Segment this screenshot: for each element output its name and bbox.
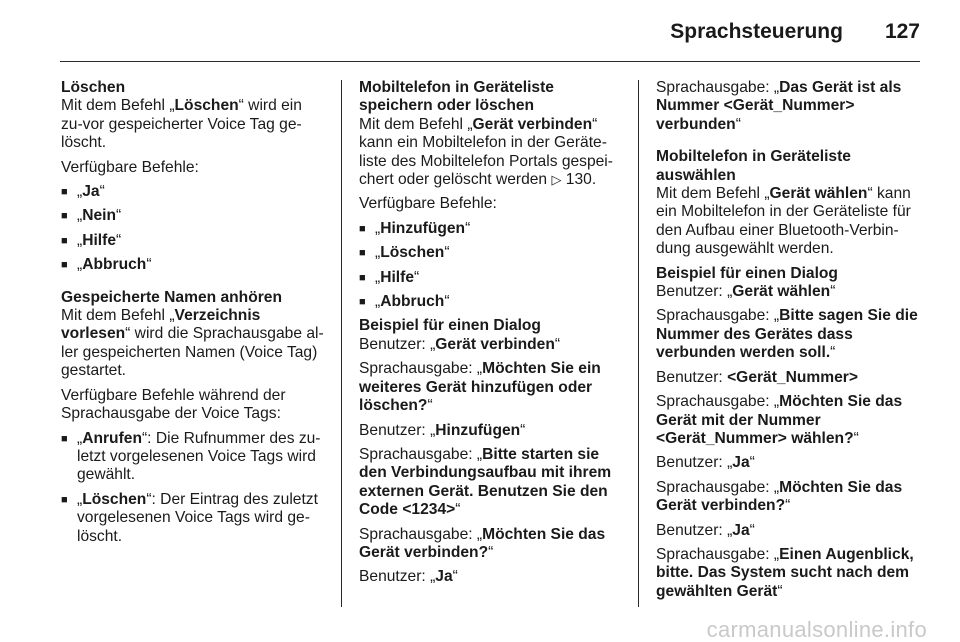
black-square-icon: ■	[61, 259, 68, 272]
list-item: ■ „Hilfe“	[359, 268, 420, 286]
page-number: 127	[884, 20, 920, 43]
black-square-icon: ■	[359, 222, 366, 235]
page-header	[670, 20, 920, 44]
list-item: ■ „Anrufen“: Die Rufnummer des zu-letzt vorgelesenen Voice Tags wird gewählt.	[61, 429, 321, 484]
black-square-icon: ■	[61, 186, 68, 199]
dialog-line: Sprachausgabe: „Möchten Sie das Gerät verbinden?“	[656, 478, 903, 515]
list-item: ■ „Hinzufügen“	[359, 219, 471, 237]
right-triangle-arrow-icon: ▷	[551, 172, 562, 188]
dialog-line: Sprachausgabe: „Möchten Sie ein weiteres Gerät hinzufügen oder löschen?“	[359, 360, 601, 415]
command-list	[61, 183, 327, 275]
column-3	[656, 79, 922, 607]
paragraph: Mit dem Befehl „Gerät verbinden“ kann ein Mobiltelefon in der Geräte-liste des Mobiltelefon Portals gespei-chert oder gelöscht werden ▷ 130.	[359, 115, 613, 189]
dialog-line: Benutzer: „Gerät wählen“	[656, 283, 836, 301]
page-title: Sprachsteuerung	[670, 20, 843, 43]
list-item: ■ „Abbruch“	[359, 293, 450, 311]
black-square-icon: ■	[61, 432, 68, 445]
paragraph: Mit dem Befehl „Gerät wählen“ kann ein Mobiltelefon in der Geräteliste für den Aufbau einer Bluetooth-Verbin-dung ausgewählt werden.	[656, 185, 911, 258]
dialog-line: Sprachausgabe: „Möchten Sie das Gerät mit der Nummer <Gerät_Nummer> wählen?“	[656, 393, 903, 447]
dialog-line: Benutzer: „Ja“	[656, 454, 755, 472]
list-item: ■ „Löschen“: Der Eintrag des zuletzt vorgelesenen Voice Tags wird ge-löscht.	[61, 490, 318, 545]
command-list	[359, 220, 623, 312]
dialog-line: Benutzer: „Ja“	[359, 568, 458, 586]
paragraph: Verfügbare Befehle:	[61, 158, 199, 176]
black-square-icon: ■	[359, 247, 366, 260]
column-divider-1	[341, 80, 342, 607]
list-item: ■ „Ja“	[61, 183, 105, 201]
paragraph: Verfügbare Befehle:	[359, 195, 497, 213]
paragraph: Mit dem Befehl „Verzeichnis vorlesen“ wird die Sprachausgabe al-ler gespeicherten Namen (Voice Tag) gestartet.	[61, 307, 324, 380]
column-1	[61, 79, 327, 552]
section-heading-speichern: Mobiltelefon in Geräteliste speichern oder löschen	[359, 79, 554, 115]
paragraph: Verfügbare Befehle während der Sprachausgabe der Voice Tags:	[61, 386, 286, 423]
dialog-line: Sprachausgabe: „Einen Augenblick, bitte. Das System sucht nach dem gewählten Gerät“	[656, 545, 914, 600]
column-2	[359, 79, 623, 593]
dialog-line: Sprachausgabe: „Das Gerät ist als Nummer <Gerät_Nummer> verbunden“	[656, 79, 902, 133]
command-list	[61, 430, 327, 546]
black-square-icon: ■	[359, 296, 366, 309]
list-item: ■ „Hilfe“	[61, 231, 122, 249]
black-square-icon: ■	[61, 210, 68, 223]
list-item: ■ „Nein“	[61, 207, 122, 225]
dialog-line: Benutzer: „Gerät verbinden“	[359, 335, 561, 353]
watermark: carmanualsonline.info	[706, 616, 927, 642]
section-heading-loeschen: Löschen	[61, 79, 126, 96]
section-heading-auswaehlen: Mobiltelefon in Geräteliste auswählen	[656, 148, 851, 184]
column-divider-2	[638, 80, 639, 607]
list-item: ■ „Löschen“	[359, 244, 450, 262]
dialog-line: Sprachausgabe: „Möchten Sie das Gerät verbinden?“	[359, 525, 606, 561]
black-square-icon: ■	[359, 271, 366, 284]
section-heading-namen: Gespeicherte Namen anhören	[61, 288, 282, 306]
dialog-line: Benutzer: „Hinzufügen“	[359, 421, 526, 439]
header-rule	[60, 61, 920, 62]
dialog-line: Sprachausgabe: „Bitte sagen Sie die Nummer des Gerätes dass verbunden werden soll.“	[656, 307, 918, 362]
page-reference[interactable]: 130.	[565, 171, 597, 189]
dialog-line: Benutzer: „Ja“	[656, 521, 755, 539]
dialog-line: Sprachausgabe: „Bitte starten sie den Verbindungsaufbau mit ihrem externen Gerät. Benutzen Sie den Code <1234>“	[359, 445, 612, 519]
paragraph: Mit dem Befehl „Löschen“ wird ein zu-vor gespeicherter Voice Tag ge-löscht.	[61, 97, 302, 152]
dialog-line: Benutzer: <Gerät_Nummer>	[656, 368, 858, 386]
example-heading: Beispiel für einen Dialog	[359, 317, 541, 335]
list-item: ■ „Abbruch“	[61, 256, 152, 274]
black-square-icon: ■	[61, 234, 68, 247]
example-heading: Beispiel für einen Dialog	[656, 264, 838, 282]
black-square-icon: ■	[61, 493, 68, 506]
